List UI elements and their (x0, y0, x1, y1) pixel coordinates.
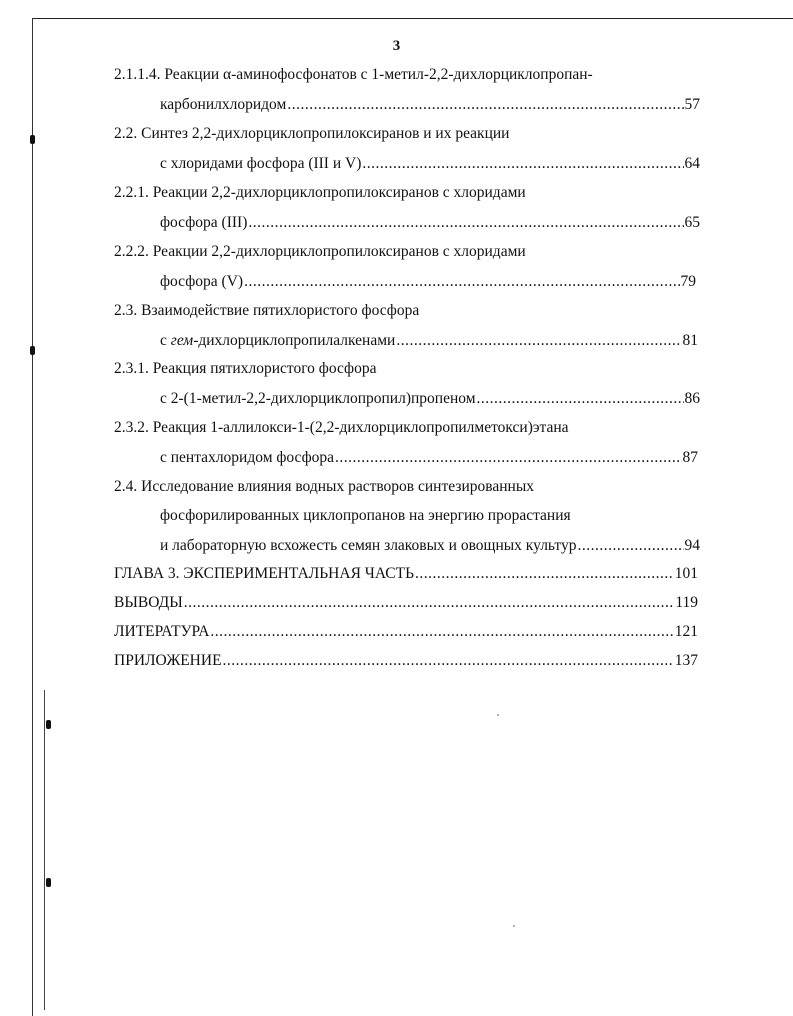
toc-entry-line: 2.3.2. Реакция 1-аллилокси-1-(2,2-дихлорциклопропилметокси)этана (114, 419, 569, 436)
toc-entry-row (160, 535, 700, 555)
dot-leader (210, 623, 673, 641)
scan-speck (513, 925, 515, 927)
scan-mark (30, 346, 35, 355)
dot-leader (415, 565, 674, 583)
scan-edge-left (32, 18, 33, 1016)
dot-leader (362, 155, 683, 173)
toc-entry-line: 2.1.1.4. Реакции α-аминофосфонатов с 1-метил-2,2-дихлорциклопропан- (114, 66, 593, 83)
dot-leader (577, 537, 683, 555)
toc-entry-line: 2.2.2. Реакции 2,2-дихлорциклопропилоксиранов с хлоридами (114, 243, 526, 260)
toc-chapter-title: ГЛАВА 3. ЭКСПЕРИМЕНТАЛЬНАЯ ЧАСТЬ (114, 565, 414, 582)
scan-edge-top (32, 18, 793, 19)
toc-page-number: 121 (674, 623, 698, 640)
toc-entry-row (160, 212, 700, 232)
toc-entry-title: с хлоридами фосфора (III и V) (160, 155, 362, 172)
toc-chapter-row (114, 621, 698, 641)
toc-entry-title: фосфора (V) (160, 273, 244, 290)
toc-chapter-row (114, 650, 698, 670)
toc-page-number: 94 (684, 537, 700, 554)
toc-page-number: 81 (682, 332, 698, 349)
toc-page-number: 79 (680, 273, 696, 290)
dot-leader (477, 390, 684, 408)
toc-page-number: 57 (684, 96, 700, 113)
scan-mark (46, 878, 51, 887)
toc-entry-row (160, 388, 700, 408)
toc-entry-line: фосфорилированных циклопропанов на энергию прорастания (160, 507, 571, 524)
toc-page-number: 119 (675, 594, 698, 611)
scan-speck (497, 714, 499, 716)
toc-entry-row (160, 271, 696, 291)
toc-entry-line: 2.3.1. Реакция пятихлористого фосфора (114, 360, 377, 377)
toc-chapter-title: ЛИТЕРАТУРА (114, 623, 210, 640)
toc-entry-line: 2.4. Исследование влияния водных растворов синтезированных (114, 478, 534, 495)
toc-chapter-title: ВЫВОДЫ (114, 594, 183, 611)
scan-mark (30, 135, 35, 144)
toc-page-number: 101 (674, 565, 698, 582)
dot-leader (335, 449, 681, 467)
toc-entry-row (160, 447, 698, 467)
dot-leader (223, 652, 674, 670)
page-number: 3 (392, 38, 401, 54)
toc-entry-title: и лабораторную всхожесть семян злаковых и овощных культур (160, 537, 577, 554)
toc-page-number: 64 (684, 155, 700, 172)
toc-entry-title: карбонилхлоридом (160, 96, 287, 113)
scan-edge-left-inner (44, 690, 45, 1010)
dot-leader (244, 273, 679, 291)
toc-entry-line: 2.2.1. Реакции 2,2-дихлорциклопропилоксиранов с хлоридами (114, 184, 526, 201)
dot-leader (396, 332, 681, 350)
toc-entry-title: фосфора (III) (160, 214, 248, 231)
scan-mark (46, 720, 51, 729)
toc-chapter-title: ПРИЛОЖЕНИЕ (114, 652, 222, 669)
dot-leader (287, 96, 683, 114)
toc-entry-line: 2.3. Взаимодействие пятихлористого фосфора (114, 302, 420, 319)
toc-entry-title: с 2-(1-метил-2,2-дихлорциклопропил)пропеном (160, 390, 476, 407)
toc-chapter-row (114, 563, 698, 583)
toc-page-number: 65 (684, 214, 700, 231)
toc-chapter-row (114, 592, 698, 612)
toc-entry-title: с пентахлоридом фосфора (160, 449, 335, 466)
toc-entry-title: с гем-дихлорциклопропилалкенами (160, 332, 396, 349)
toc-page-number: 86 (684, 390, 700, 407)
toc-entry-row (160, 330, 698, 350)
toc-page-number: 87 (682, 449, 698, 466)
dot-leader (184, 594, 675, 612)
toc-entry-row (160, 153, 700, 173)
dot-leader (248, 214, 683, 232)
toc-entry-row (160, 94, 700, 114)
toc-entry-line: 2.2. Синтез 2,2-дихлорциклопропилоксиранов и их реакции (114, 125, 510, 142)
toc-page-number: 137 (674, 652, 698, 669)
